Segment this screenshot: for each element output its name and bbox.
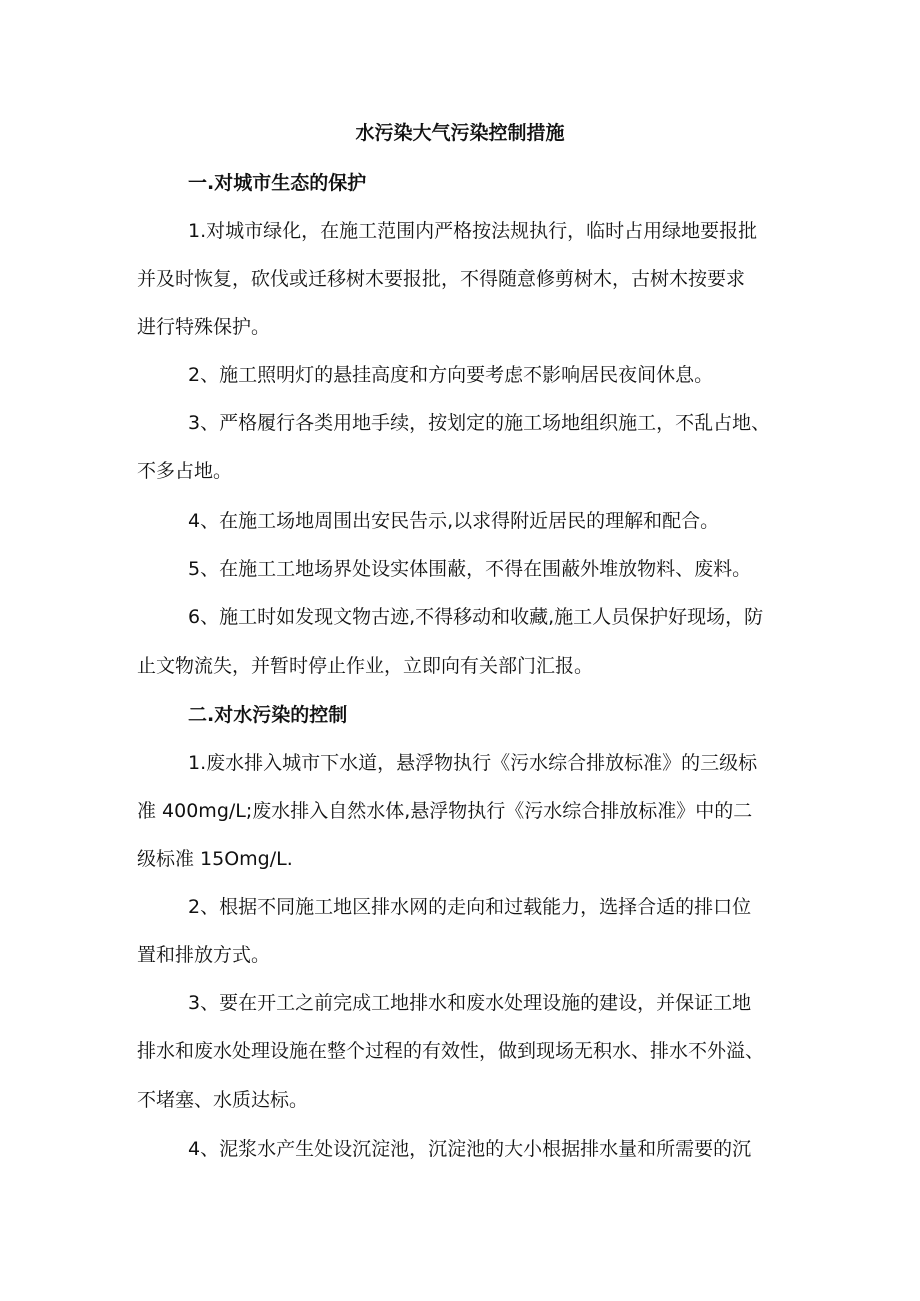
paragraph-line: 3、要在开工之前完成工地排水和废水处理设施的建设，并保证工地	[188, 992, 752, 1014]
paragraph-line: 1.对城市绿化，在施工范围内严格按法规执行，临时占用绿地要报批	[188, 220, 758, 242]
paragraph-line: 级标准 15Omg/L.	[137, 848, 293, 870]
section-heading-water: 二.对水污染的控制	[188, 704, 348, 726]
paragraph-line: 4、在施工场地周围出安民告示,以求得附近居民的理解和配合。	[188, 510, 720, 532]
paragraph-line: 排水和废水处理设施在整个过程的有效性，做到现场无积水、排水不外溢、	[137, 1040, 765, 1062]
paragraph-line: 6、施工时如发现文物古迹,不得移动和收藏,施工人员保护好现场，防	[188, 606, 764, 628]
paragraph-line: 不堵塞、水质达标。	[137, 1089, 309, 1111]
paragraph-line: 进行特殊保护。	[137, 316, 271, 338]
paragraph-line: 1.废水排入城市下水道，悬浮物执行《污水综合排放标准》的三级标	[188, 752, 758, 774]
document-title: 水污染大气污染控制措施	[355, 122, 565, 144]
paragraph-line: 止文物流失，并暂时停止作业，立即向有关部门汇报。	[137, 655, 594, 677]
paragraph-line: 2、根据不同施工地区排水网的走向和过载能力，选择合适的排口位	[188, 896, 752, 918]
paragraph-line: 3、严格履行各类用地手续，按划定的施工场地组织施工，不乱占地、	[188, 412, 771, 434]
paragraph-line: 2、施工照明灯的悬挂高度和方向要考虑不影响居民夜间休息。	[188, 364, 714, 386]
paragraph-line: 不多占地。	[137, 460, 233, 482]
paragraph-line: 5、在施工工地场界处设实体围蔽，不得在围蔽外堆放物料、废料。	[188, 558, 752, 580]
paragraph-line: 准 400mg/L;废水排入自然水体,悬浮物执行《污水综合排放标准》中的二	[137, 800, 753, 822]
section-heading-ecology: 一.对城市生态的保护	[188, 172, 367, 194]
paragraph-line: 并及时恢复，砍伐或迁移树木要报批，不得随意修剪树木，古树木按要求	[137, 268, 746, 290]
paragraph-line: 4、泥浆水产生处设沉淀池，沉淀池的大小根据排水量和所需要的沉	[188, 1138, 752, 1160]
paragraph-line: 置和排放方式。	[137, 944, 271, 966]
